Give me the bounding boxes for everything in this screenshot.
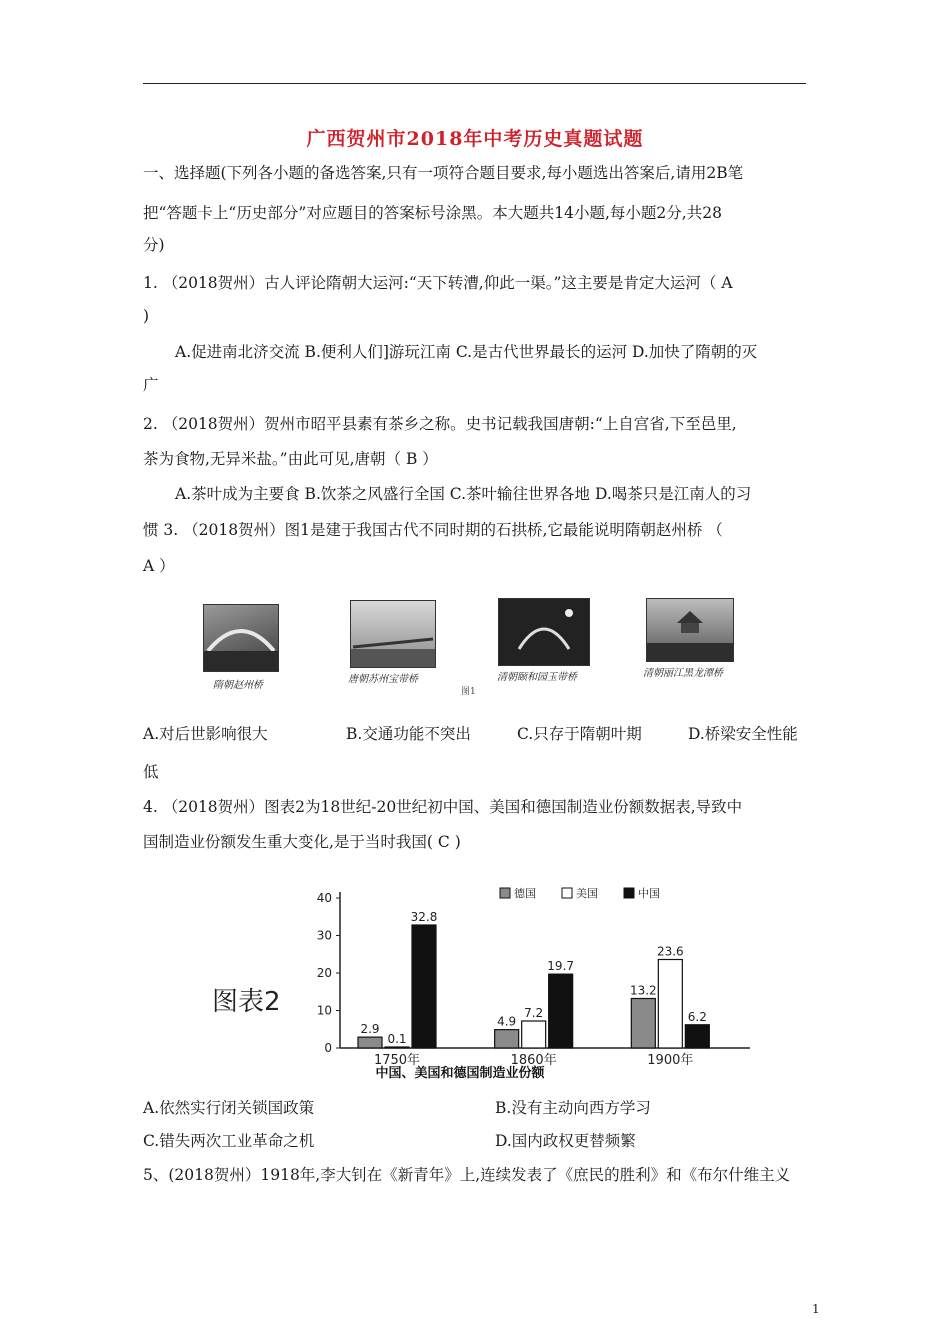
data-label: 4.9 — [497, 1014, 517, 1029]
bar-美国-1750年 — [385, 1047, 409, 1048]
data-label: 13.2 — [629, 983, 657, 998]
x-tick-label: 1860年 — [510, 1053, 557, 1068]
bar-中国-1860年 — [549, 974, 573, 1048]
q3-option-c: C.只存于隋朝叶期 — [517, 725, 642, 743]
q3-stem-line-1: 惯 3. （2018贺州）图1是建于我国古代不同时期的石拱桥,它最能说明隋朝赵州桥 （ — [143, 521, 723, 539]
zhaozhou-bridge-photo — [203, 604, 279, 672]
legend-swatch-中国 — [624, 888, 634, 898]
data-label: 32.8 — [410, 910, 438, 924]
q4-option-a: A.依然实行闭关锁国政策 — [143, 1099, 315, 1117]
caption-heilongtan: 清朝丽江黑龙潭桥 — [643, 668, 723, 679]
caption-yudai: 清朝颐和园玉带桥 — [497, 672, 577, 683]
caption-baodai: 唐朝苏州宝带桥 — [348, 674, 418, 685]
q1-options-wrap: 广 — [143, 376, 159, 394]
data-label: 0.1 — [387, 1032, 407, 1046]
q3-option-a: A.对后世影响很大 — [143, 725, 268, 743]
section-intro-line-1: 一、选择题(下列各小题的备选答案,只有一项符合题目要求,每小题选出答案后,请用2B笔 — [143, 164, 744, 182]
legend-swatch-德国 — [500, 888, 510, 898]
legend-label-美国: 美国 — [576, 887, 598, 900]
q2-stem-line-2: 茶为食物,无异米盐。”由此可见,唐朝（ B ） — [143, 450, 438, 468]
y-tick-label: 10 — [316, 1003, 332, 1018]
q1-options: A.促进南北济交流 B.便利人们]游玩江南 C.是古代世界最长的运河 D.加快了隋朝的灭 — [175, 343, 758, 361]
y-tick-label: 30 — [316, 928, 332, 943]
q4-stem-line-2: 国制造业份额发生重大变化,是于当时我国( C ) — [143, 833, 461, 851]
caption-zhaozhou: 隋朝赵州桥 — [213, 680, 263, 691]
bar-美国-1900年 — [658, 960, 682, 1049]
data-label: 2.9 — [360, 1022, 380, 1037]
figure-1-label: 图1 — [461, 687, 476, 697]
bar-德国-1900年 — [631, 999, 655, 1049]
x-tick-label: 1900年 — [647, 1053, 694, 1068]
data-label: 7.2 — [524, 1006, 544, 1020]
q1-stem-line-1: 1. （2018贺州）古人评论隋朝大运河:“天下转漕,仰此一渠。”这主要是肯定大运河（ A — [143, 274, 733, 292]
manufacturing-share-chart — [200, 870, 760, 1090]
section-intro-line-3: 分) — [143, 236, 165, 254]
bar-德国-1860年 — [495, 1030, 519, 1048]
yudai-bridge-photo — [498, 598, 590, 666]
heilongtan-bridge-photo — [646, 598, 734, 662]
y-tick-label: 40 — [316, 891, 332, 905]
q4-stem-line-1: 4. （2018贺州）图表2为18世纪-20世纪初中国、美国和德国制造业份额数据表,导致中 — [143, 798, 743, 816]
q4-option-d: D.国内政权更替频繁 — [495, 1132, 636, 1150]
bar-中国-1750年 — [412, 925, 436, 1048]
q2-stem-line-1: 2. （2018贺州）贺州市昭平县素有茶乡之称。史书记载我国唐朝:“上自宫省,下至邑里, — [143, 415, 737, 433]
legend-label-中国: 中国 — [638, 887, 660, 900]
y-tick-label: 0 — [324, 1041, 332, 1055]
page-number: 1 — [812, 1302, 820, 1316]
q3-option-wrap: 低 — [143, 763, 159, 781]
legend-label-德国: 德国 — [514, 887, 536, 900]
x-tick-label: 1750年 — [373, 1053, 421, 1068]
bar-德国-1750年 — [358, 1037, 382, 1048]
chart-label: 图表2 — [212, 987, 281, 1017]
q3-option-b: B.交通功能不突出 — [346, 725, 471, 743]
q3-stem-line-2: A ） — [143, 557, 175, 575]
q5-stem: 5、(2018贺州）1918年,李大钊在《新青年》上,连续发表了《庶民的胜利》和《布尔什维主义 — [143, 1166, 791, 1184]
data-label: 23.6 — [656, 944, 684, 959]
legend-swatch-美国 — [562, 888, 572, 898]
q1-stem-line-2: ) — [143, 307, 150, 325]
baodai-bridge-photo — [350, 600, 436, 668]
bar-美国-1860年 — [522, 1021, 546, 1048]
y-tick-label: 20 — [316, 966, 332, 980]
data-label: 6.2 — [687, 1009, 707, 1024]
q2-options: A.茶叶成为主要食 B.饮茶之风盛行全国 C.茶叶输往世界各地 D.喝茶只是江南人的习 — [175, 485, 752, 503]
header-rule — [143, 83, 806, 84]
q4-option-b: B.没有主动向西方学习 — [495, 1099, 651, 1117]
page-title: 广西贺州市2018年中考历史真题试题 — [306, 128, 644, 150]
section-intro-line-2: 把“答题卡上“历史部分”对应题目的答案标号涂黑。本大题共14小题,每小题2分,共28 — [143, 204, 722, 222]
bar-中国-1900年 — [685, 1025, 709, 1048]
data-label: 19.7 — [547, 959, 575, 974]
q3-option-d: D.桥梁安全性能 — [688, 725, 798, 743]
chart-title: 中国、美国和德国制造业份额 — [375, 1066, 545, 1081]
q4-option-c: C.错失两次工业革命之机 — [143, 1132, 315, 1150]
